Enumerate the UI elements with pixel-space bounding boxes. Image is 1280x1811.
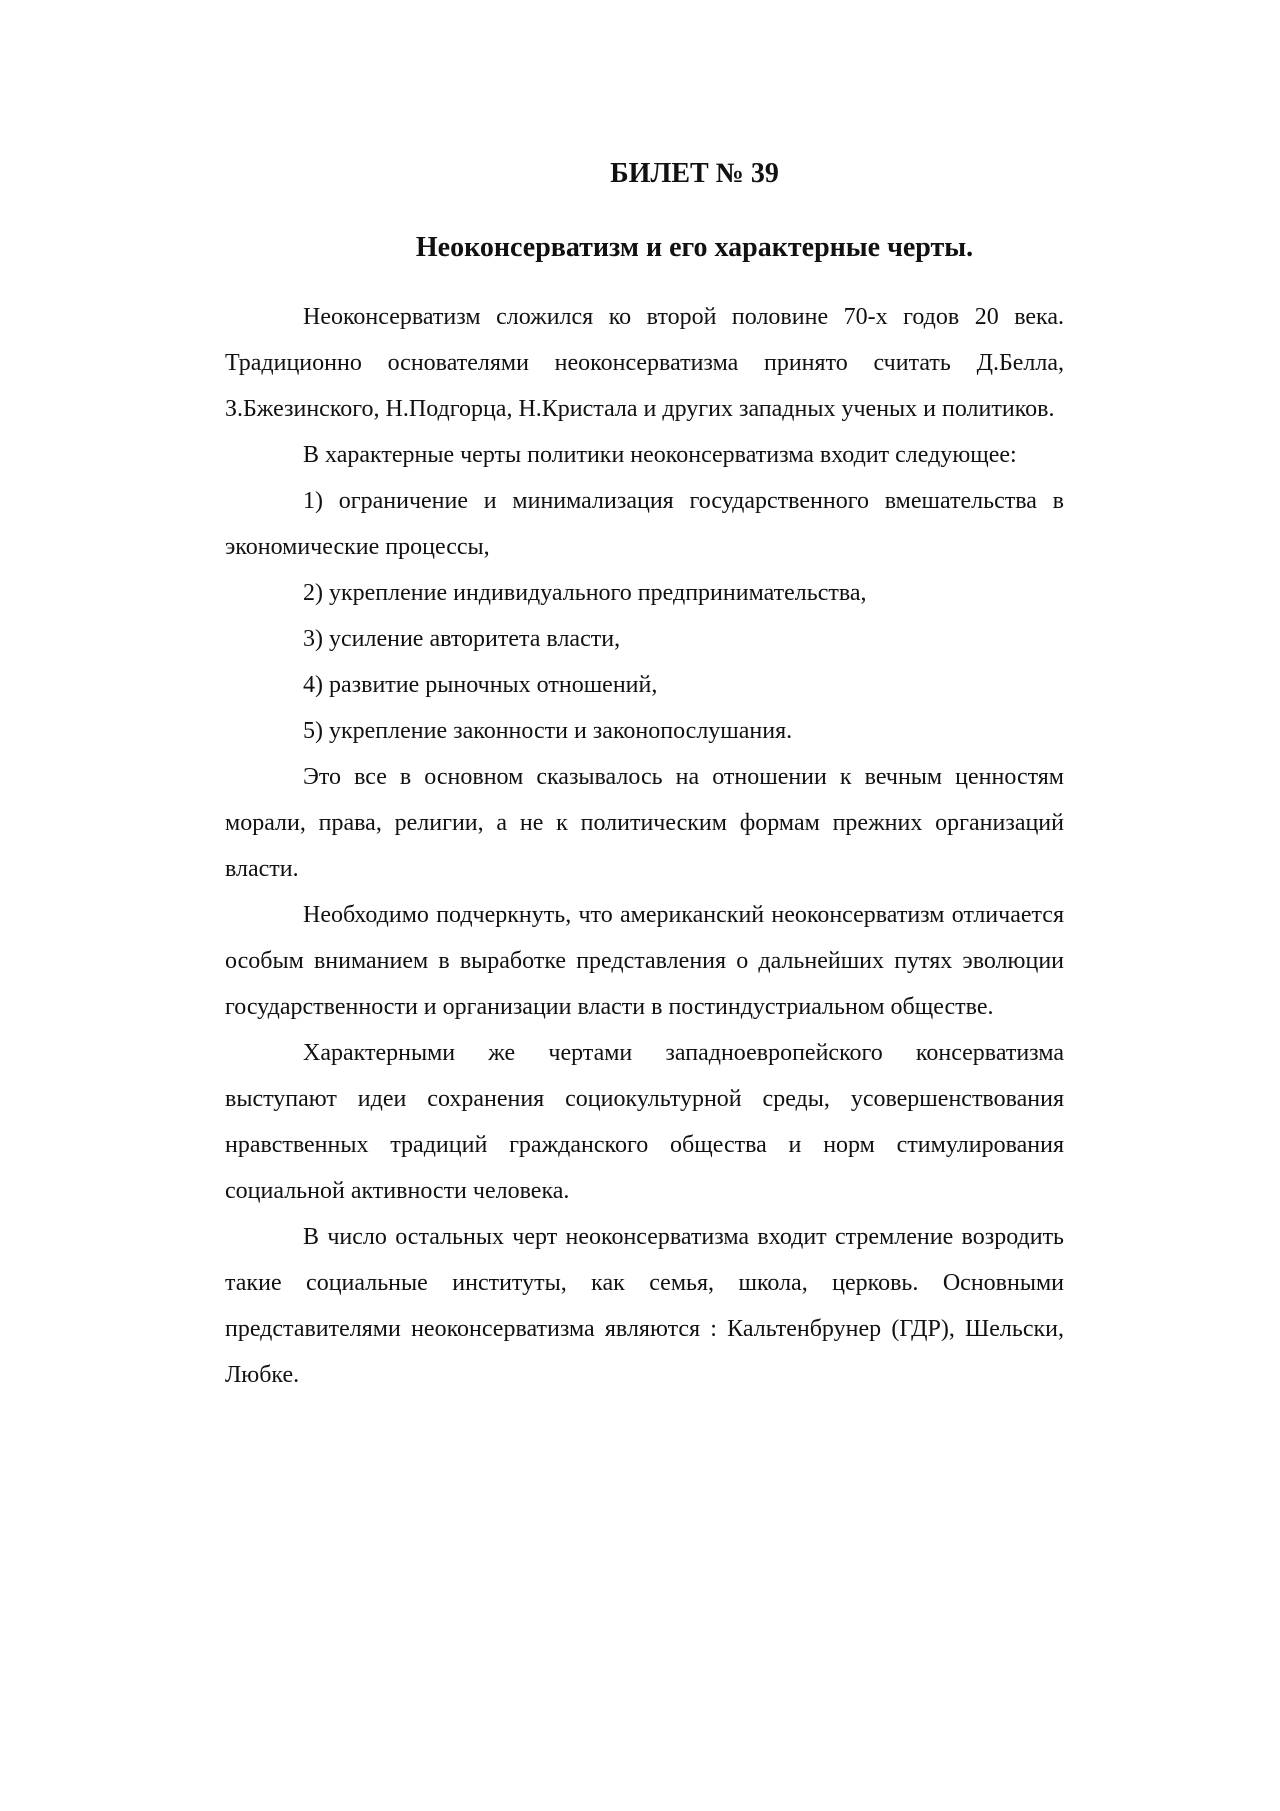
topic-subtitle: Неоконсерватизм и его характерные черты. bbox=[415, 232, 974, 263]
paragraph-features-lead: В характерные черты политики неоконсерватизма входит следующее: bbox=[303, 442, 1017, 468]
list-item-3: 3) усиление авторитета власти, bbox=[303, 626, 621, 652]
paragraph-intro: Неоконсерватизм сложился ко второй половине 70-х годов 20 века. Традиционно основателями неоконсерватизма принято считать Д.Белла, З.Бжезинского, Н.Подгорца, Н.Кристала и других западных ученых и политиков. bbox=[225, 304, 1064, 422]
paragraph-institutions: В число остальных черт неоконсерватизма входит стремление возродить такие социальные институты, как семья, школа, церковь. Основными представителями неоконсерватизма являются : Кальтенбрунер (ГДР), Шельски, Любке. bbox=[225, 1224, 1064, 1388]
ticket-title: БИЛЕТ № 39 bbox=[610, 158, 779, 189]
list-item-4: 4) развитие рыночных отношений, bbox=[303, 672, 658, 698]
list-item-1: 1) ограничение и минимализация государственного вмешательства в экономические процессы, bbox=[225, 488, 1064, 560]
paragraph-western-european: Характерными же чертами западноевропейского консерватизма выступают идеи сохранения социокультурной среды, усовершенствования нравственных традиций гражданского общества и норм стимулирования социальной активности человека. bbox=[225, 1040, 1064, 1204]
list-item-2: 2) укрепление индивидуального предпринимательства, bbox=[303, 580, 867, 606]
paragraph-values: Это все в основном сказывалось на отношении к вечным ценностям морали, права, религии, а не к политическим формам прежних организаций власти. bbox=[225, 764, 1064, 882]
document-body bbox=[225, 294, 1064, 1398]
list-item-5: 5) укрепление законности и законопослушания. bbox=[303, 718, 793, 744]
paragraph-american: Необходимо подчеркнуть, что американский неоконсерватизм отличается особым вниманием в выработке представления о дальнейших путях эволюции государственности и организации власти в постиндустриальном обществе. bbox=[225, 902, 1064, 1020]
